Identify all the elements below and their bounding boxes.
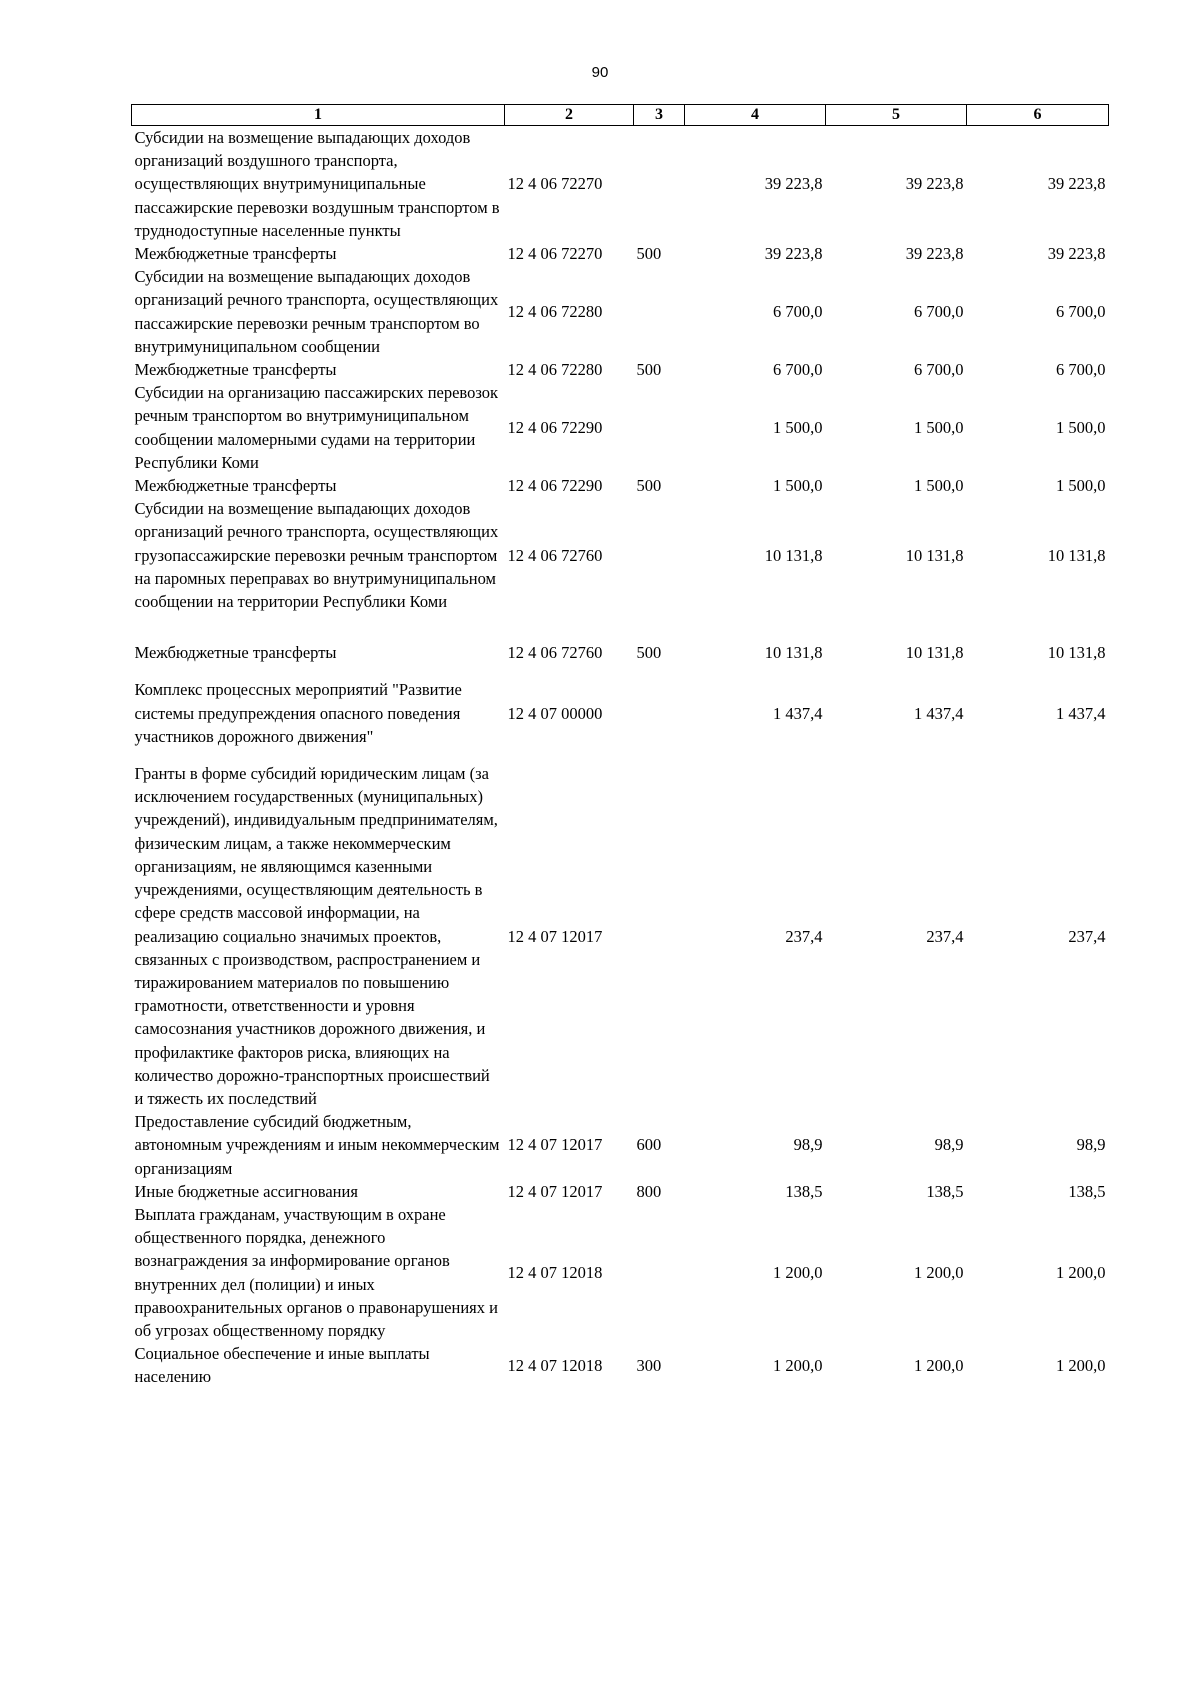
row-name: Гранты в форме субсидий юридическим лицам (за исключением государственных (муниципальных) учреждений), индивидуальным предпринимателям, физическим лицам, а также некоммерческим организациям, не являющимся казенными учреждениями, осуществляющим деятельность в сфере средств массовой информации, на реализацию социально значимых проектов, связанных с производством, распространением и тиражированием материалов по повышению грамотности, ответственности и уровня самосознания участников дорожного движения, и профилактике факторов риска, влияющих на количество дорожно-транспортных происшествий и тяжесть их последствий: [134, 764, 498, 1108]
row-value-4: 39 223,8: [764, 244, 823, 264]
row-value-4: 10 131,8: [764, 643, 823, 663]
row-value-4: 1 200,0: [773, 1262, 823, 1282]
row-value-5: 6 700,0: [914, 360, 964, 380]
row-value-5: 10 131,8: [905, 545, 964, 565]
header-row: [132, 105, 1109, 126]
row-expense-type: 300: [636, 1355, 662, 1375]
row-value-6: 6 700,0: [1056, 302, 1106, 322]
row-value-4: 1 500,0: [773, 476, 823, 496]
table-row: [132, 1110, 1109, 1180]
row-code: 12 4 06 72290: [507, 476, 603, 496]
row-value-6: 1 200,0: [1056, 1262, 1106, 1282]
row-expense-type: [634, 381, 685, 474]
row-name: Выплата гражданам, участвующим в охране общественного порядка, денежного вознаграждения за информирование органов внутренних дел (полиции) и иных правоохранительных органов о правонарушениях и об угрозах общественному порядку: [134, 1204, 498, 1340]
row-name: Предоставление субсидий бюджетным, автономным учреждениям и иным некоммерческим организациям: [134, 1112, 500, 1178]
column-header-4: 4: [685, 105, 826, 126]
table-row: [132, 126, 1109, 243]
row-expense-type: [634, 678, 685, 762]
row-code: 12 4 06 72760: [507, 545, 603, 565]
row-name: Субсидии на организацию пассажирских перевозок речным транспортом во внутримуниципальном сообщении маломерными судами на территории Республики Коми: [134, 383, 499, 472]
row-value-4: 1 200,0: [773, 1355, 823, 1375]
row-expense-type: 500: [636, 476, 662, 496]
row-value-6: 10 131,8: [1047, 643, 1106, 663]
table-row: [132, 242, 1109, 265]
row-value-6: 6 700,0: [1056, 360, 1106, 380]
row-value-6: 98,9: [1076, 1135, 1106, 1155]
table-row: [132, 265, 1109, 358]
row-value-4: 6 700,0: [773, 360, 823, 380]
row-value-5: 1 200,0: [914, 1262, 964, 1282]
row-name: Межбюджетные трансферты: [134, 643, 337, 663]
page-number: 90: [591, 64, 609, 81]
table-row: [132, 762, 1109, 1110]
row-code: 12 4 06 72270: [507, 174, 603, 194]
row-name: Межбюджетные трансферты: [134, 360, 337, 380]
row-code: 12 4 07 12018: [507, 1355, 603, 1375]
budget-table: [131, 104, 1109, 1389]
table-row: [132, 627, 1109, 678]
row-value-5: 237,4: [926, 926, 964, 946]
row-expense-type: [634, 1203, 685, 1342]
row-expense-type: 500: [636, 360, 662, 380]
row-name: Межбюджетные трансферты: [134, 244, 337, 264]
row-code: 12 4 06 72280: [507, 360, 603, 380]
column-header-3: 3: [634, 105, 685, 126]
row-name: Субсидии на возмещение выпадающих доходов организаций речного транспорта, осуществляющих грузопассажирские перевозки речным транспортом на паромных переправах во внутримуниципальном сообщении на территории Республики Коми: [134, 499, 499, 612]
table-row: [132, 358, 1109, 381]
row-value-5: 6 700,0: [914, 302, 964, 322]
row-name: Иные бюджетные ассигнования: [134, 1181, 358, 1201]
row-value-4: 1 437,4: [773, 703, 823, 723]
table-row: [132, 1342, 1109, 1388]
row-value-5: 1 500,0: [914, 418, 964, 438]
row-value-6: 1 500,0: [1056, 418, 1106, 438]
row-code: 12 4 06 72270: [507, 244, 603, 264]
row-value-6: 138,5: [1068, 1181, 1106, 1201]
row-value-5: 1 500,0: [914, 476, 964, 496]
row-value-6: 10 131,8: [1047, 545, 1106, 565]
row-expense-type: 500: [636, 643, 662, 663]
row-name: Социальное обеспечение и иные выплаты населению: [134, 1344, 430, 1387]
column-header-2: 2: [505, 105, 634, 126]
row-expense-type: 500: [636, 244, 662, 264]
row-expense-type: 600: [636, 1135, 662, 1155]
row-code: 12 4 07 12018: [507, 1262, 603, 1282]
row-expense-type: [634, 126, 685, 243]
row-value-4: 138,5: [785, 1181, 823, 1201]
row-value-5: 1 437,4: [914, 703, 964, 723]
row-value-6: 39 223,8: [1047, 174, 1106, 194]
row-code: 12 4 07 12017: [507, 1135, 603, 1155]
row-code: 12 4 06 72280: [507, 302, 603, 322]
column-header-6: 6: [967, 105, 1109, 126]
row-value-4: 237,4: [785, 926, 823, 946]
row-name: Субсидии на возмещение выпадающих доходов организаций речного транспорта, осуществляющих пассажирские перевозки речным транспортом во внутримуниципальном сообщении: [134, 267, 499, 356]
row-name: Комплекс процессных мероприятий "Развитие системы предупреждения опасного поведения участников дорожного движения": [134, 680, 462, 746]
row-value-4: 10 131,8: [764, 545, 823, 565]
row-name: Межбюджетные трансферты: [134, 476, 337, 496]
row-code: 12 4 06 72760: [507, 643, 603, 663]
column-header-5: 5: [826, 105, 967, 126]
row-code: 12 4 07 00000: [507, 703, 603, 723]
row-code: 12 4 06 72290: [507, 418, 603, 438]
row-value-5: 39 223,8: [905, 244, 964, 264]
table-row: [132, 1203, 1109, 1342]
row-name: Субсидии на возмещение выпадающих доходов организаций воздушного транспорта, осуществляющих внутримуниципальные пассажирские перевозки воздушным транспортом в труднодоступные населенные пункты: [134, 128, 500, 240]
table-row: [132, 474, 1109, 497]
row-value-4: 39 223,8: [764, 174, 823, 194]
row-expense-type: [634, 497, 685, 627]
table-row: [132, 381, 1109, 474]
row-value-5: 1 200,0: [914, 1355, 964, 1375]
row-value-5: 10 131,8: [905, 643, 964, 663]
row-value-4: 98,9: [793, 1135, 823, 1155]
row-value-5: 138,5: [926, 1181, 964, 1201]
row-code: 12 4 07 12017: [507, 926, 603, 946]
table-row: [132, 497, 1109, 627]
row-value-4: 1 500,0: [773, 418, 823, 438]
row-value-6: 1 500,0: [1056, 476, 1106, 496]
row-value-6: 1 437,4: [1056, 703, 1106, 723]
row-expense-type: [634, 762, 685, 1110]
table-row: [132, 1180, 1109, 1203]
row-code: 12 4 07 12017: [507, 1181, 603, 1201]
row-value-6: 39 223,8: [1047, 244, 1106, 264]
row-expense-type: [634, 265, 685, 358]
row-value-5: 98,9: [934, 1135, 964, 1155]
row-value-6: 1 200,0: [1056, 1355, 1106, 1375]
column-header-1: 1: [132, 105, 505, 126]
table-row: [132, 678, 1109, 762]
row-expense-type: 800: [636, 1181, 662, 1201]
row-value-5: 39 223,8: [905, 174, 964, 194]
row-value-4: 6 700,0: [773, 302, 823, 322]
row-value-6: 237,4: [1068, 926, 1106, 946]
